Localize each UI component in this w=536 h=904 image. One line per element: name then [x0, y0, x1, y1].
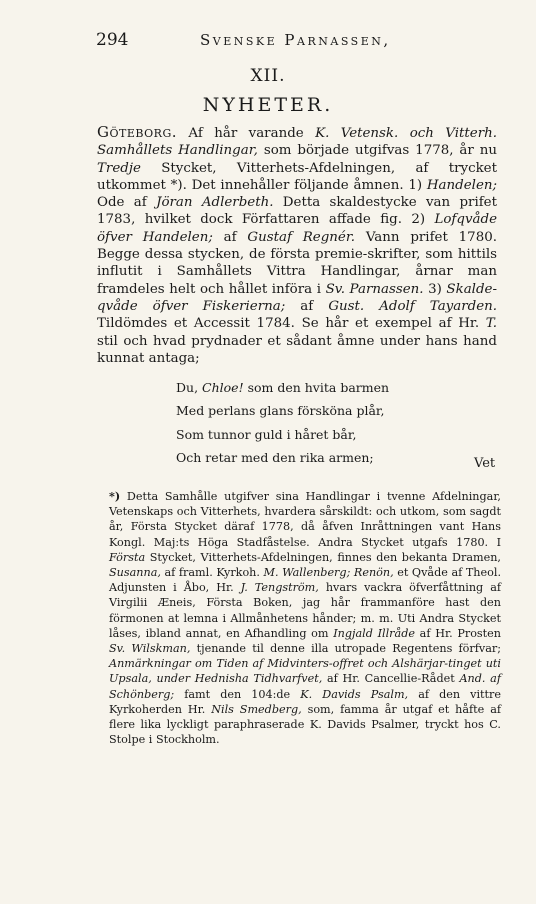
text-run: Detta skaldestycke van prifet 1783, hvilket dock Författaren affade fig. 2): [97, 195, 497, 228]
text-run: Stycket, Vitterhets-Afdelningen, finnes den bekanta Dramen,: [145, 550, 501, 564]
running-title: Svenske Parnassen,: [200, 31, 391, 49]
text-run: som den hvita barmen: [243, 380, 390, 395]
text-run: et Qvåde af Theol. Adjunsten i Åbo, Hr.: [109, 566, 501, 595]
section-title: NYHETER.: [202, 94, 334, 116]
text-run: Ode af: [97, 195, 157, 211]
poem-line: Och retar med den rika armen;: [176, 450, 374, 466]
text-run: Stycket, Vitterhets-Afdelningen, af trycket utkommet *). Det innehåller följande åmnen. 1): [97, 160, 497, 193]
article-body: [97, 124, 497, 367]
text-run: tjenande til denne illa utropade Regentens förfvar;: [190, 642, 501, 656]
text-run: Vann prifet 1780. Begge dessa stycken, de första premie-skrifter, som hittils influtit i Samhållets Vittra Handlingar, årnar man framdeles helt och hållet införa i: [97, 229, 497, 297]
text-run: af framl. Kyrkoh.: [160, 566, 264, 580]
italic-run: Sv. Wilskman,: [109, 642, 191, 656]
italic-run: J. Tengström,: [240, 581, 319, 595]
text-run: Du,: [176, 380, 203, 395]
text-run: af Hr. Prosten: [414, 626, 501, 640]
footnote-mark: *): [109, 489, 121, 503]
text-run: af: [285, 298, 329, 314]
italic-run: Gustaf Regnér.: [247, 229, 356, 245]
italic-run: Nils Smedberg,: [211, 702, 302, 716]
italic-run: Ingjald Illråde: [333, 626, 415, 640]
page-number: 294: [96, 30, 129, 50]
section-number: XII.: [250, 66, 286, 86]
dateline-place: Göteborg.: [97, 123, 178, 141]
italic-run: Sv. Parnassen.: [325, 281, 424, 297]
catchword: Vet: [474, 456, 496, 471]
italic-run: And. af Schönberg;: [109, 672, 501, 701]
text-run: af den vittre Kyrkoherden Hr.: [109, 687, 501, 716]
footnote: [109, 489, 501, 747]
text-run: af: [212, 229, 248, 245]
italic-run: T.: [485, 316, 497, 332]
text-run: Detta Samhålle utgifver sina Handlingar i tvenne Afdelningar, Vetenskaps och Vitterhets, hvardera sårskildt: och utkom, som sagdt år, Första Stycket däraf 1778, då åfven Inråttningen vant Hans Kongl. Maj:ts Höga Stadfåstelse. Andra Stycket utgafs 1780. I: [109, 490, 501, 549]
italic-run: Tredje: [97, 160, 141, 176]
text-run: stil och hvad prydnader et sådant åmne under hans hand kunnat antaga;: [97, 333, 497, 366]
italic-run: K. Vetensk. och Vitterh. Samhållets Handlingar,: [97, 126, 497, 159]
italic-run: Lofqvåde öfver Handelen;: [97, 212, 497, 245]
italic-run: Jöran Adlerbeth.: [156, 195, 274, 211]
text-run: famt den 104:de: [174, 687, 301, 701]
text-run: hvars vackra öfverfåttning af Virgilii Æneis, Första Boken, jag hår frammanföre hast den förmonen at lemna i Allmånhetens hånder; m. m. Uti Andra Stycket låses, ibland annat, en Afhandling om: [109, 581, 502, 640]
footnote-paragraph: [109, 489, 501, 747]
italic-run: Handelen;: [426, 177, 497, 193]
italic-run: M. Wallenberg; Renön,: [263, 566, 394, 580]
text-run: som, famma år utgaf et håfte af flere lika lyckligt paraphraserade K. Davids Psalmer, tryckt hos C. Stolpe i Stockholm.: [109, 702, 501, 747]
text-run: 3): [423, 281, 447, 297]
text-run: Tildömdes et Accessit 1784. Se hår et exempel af Hr.: [97, 316, 486, 332]
text-run: som började utgifvas 1778, år nu: [257, 143, 497, 159]
italic-run: Chloe!: [202, 380, 244, 395]
poem-line: Som tunnor guld i håret bår,: [176, 426, 357, 442]
poem-line: [176, 376, 389, 399]
italic-run: Första: [109, 550, 146, 564]
article-paragraph: [97, 124, 497, 367]
italic-run: Skalde-qvåde öfver Fiskerierna;: [97, 281, 497, 314]
text-run: af Hr. Cancellie-Rådet: [322, 672, 460, 686]
poem-line: Med perlans glans försköna plår,: [176, 403, 385, 419]
poem-quote: [176, 376, 389, 470]
running-head: [96, 30, 496, 54]
italic-run: Susanna,: [109, 566, 161, 580]
text-run: Af hår varande: [177, 126, 316, 141]
italic-run: K. Davids Psalm,: [300, 687, 409, 701]
italic-run: Gust. Adolf Tayarden.: [328, 298, 497, 314]
italic-run: Anmärkningar om Tiden af Midvinters-offret och Alshärjar-tinget uti Upsala, under Hednisha Tidhvarfvet,: [109, 657, 501, 686]
